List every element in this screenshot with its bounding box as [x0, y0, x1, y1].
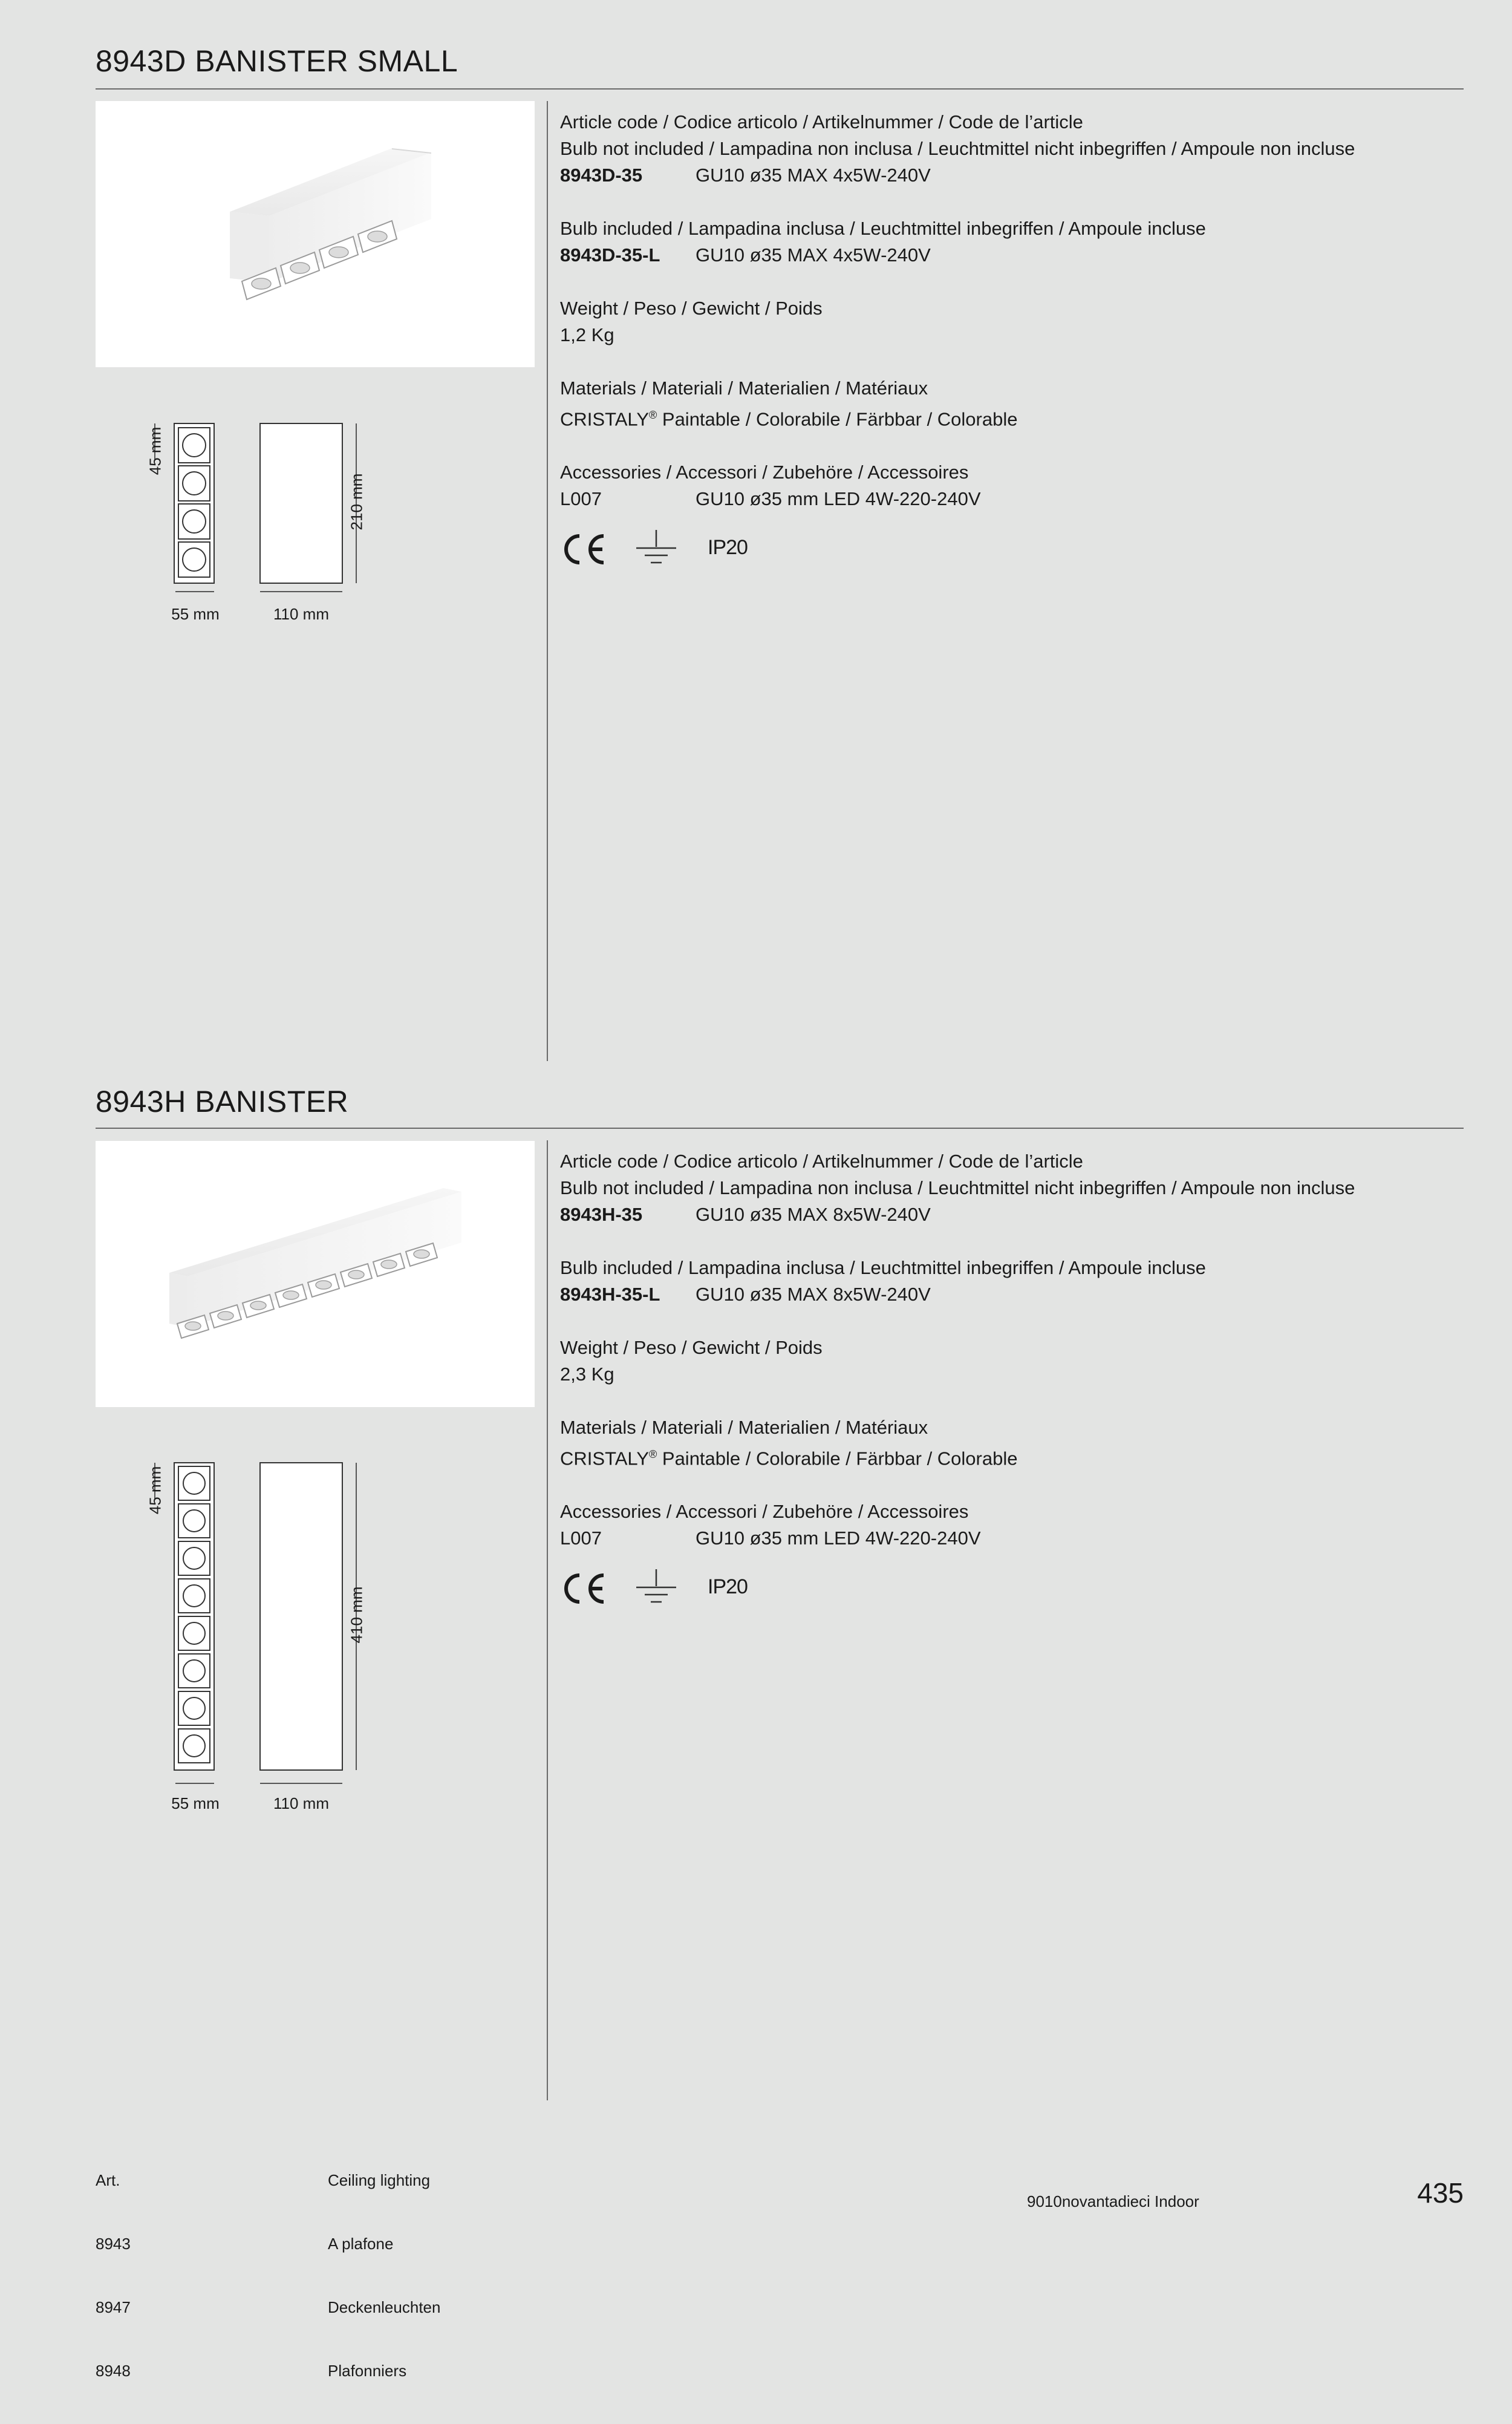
product-title: 8943H BANISTER — [96, 1085, 349, 1119]
article-spec: GU10 ø35 MAX 8x5W-240V — [696, 1284, 931, 1305]
weight-value: 2,3 Kg — [560, 1364, 614, 1385]
material-description: Paintable / Colorabile / Färbbar / Colorable — [662, 408, 1018, 430]
bulb-included-label: Bulb included / Lampadina inclusa / Leuchtmittel inbegriffen / Ampoule incluse — [560, 1257, 1206, 1278]
article-code: 8943H-35-L — [560, 1284, 660, 1305]
ip-rating: IP20 — [708, 1575, 748, 1598]
page-number: 435 — [1417, 2177, 1464, 2209]
materials-heading: Materials / Materiali / Materialien / Matériaux — [560, 1417, 928, 1438]
product-title: 8943D BANISTER SMALL — [96, 44, 458, 78]
accessory-code: L007 — [560, 488, 602, 510]
technical-drawing — [85, 1457, 399, 1820]
technical-drawing — [85, 417, 399, 635]
dim-side-width: 110 mm — [273, 1794, 329, 1812]
article-row-1 — [560, 162, 1464, 189]
footer-art-code: 8943 — [96, 2235, 131, 2253]
article-spec: GU10 ø35 MAX 8x5W-240V — [696, 1204, 931, 1225]
title-rule — [96, 1128, 1464, 1129]
ce-mark-icon — [560, 1572, 608, 1606]
article-row-2 — [560, 1281, 1464, 1308]
ip-rating: IP20 — [708, 536, 748, 559]
dim-length: 410 mm — [347, 1586, 366, 1644]
article-spec: GU10 ø35 MAX 4x5W-240V — [696, 165, 931, 186]
footer-art-code: 8947 — [96, 2298, 131, 2316]
product-photo-illustration — [96, 1141, 535, 1407]
accessory-spec: GU10 ø35 mm LED 4W-220-240V — [696, 488, 981, 510]
article-code: 8943D-35-L — [560, 244, 660, 266]
footer-category: A plafone — [328, 2235, 394, 2253]
certification-row — [560, 529, 802, 571]
class-ii-insulation-icon — [635, 1568, 677, 1610]
dim-front-width: 55 mm — [171, 605, 220, 623]
footer-art-code: 8948 — [96, 2362, 131, 2380]
bulb-not-included-label: Bulb not included / Lampadina non inclusa / Leuchtmittel nicht inbegriffen / Ampoule non incluse — [560, 1177, 1355, 1198]
material-description: Paintable / Colorabile / Färbbar / Colorable — [662, 1448, 1018, 1469]
accessories-heading: Accessories / Accessori / Zubehöre / Accessoires — [560, 462, 969, 483]
materials-heading: Materials / Materiali / Materialien / Matériaux — [560, 377, 928, 399]
footer-art-label: Art. — [96, 2171, 120, 2189]
accessory-spec: GU10 ø35 mm LED 4W-220-240V — [696, 1527, 981, 1549]
dim-depth: 45 mm — [146, 426, 165, 475]
footer-category: Ceiling lighting — [328, 2171, 431, 2189]
certification-row — [560, 1568, 802, 1610]
bulb-included-label: Bulb included / Lampadina inclusa / Leuchtmittel inbegriffen / Ampoule incluse — [560, 218, 1206, 239]
dim-front-width: 55 mm — [171, 1794, 220, 1812]
article-row-2 — [560, 242, 1464, 269]
product-photo — [96, 101, 535, 367]
footer-category: Deckenleuchten — [328, 2298, 441, 2316]
article-code: 8943H-35 — [560, 1204, 643, 1225]
material-brand: CRISTALY — [560, 408, 649, 430]
footer-art-list — [96, 2128, 131, 2424]
footer-category-list — [328, 2128, 440, 2424]
materials-value — [560, 402, 1464, 433]
accessory-row — [560, 1525, 1464, 1552]
accessory-code: L007 — [560, 1527, 602, 1549]
title-rule — [96, 88, 1464, 90]
footer-brand: 9010novantadieci Indoor — [1027, 2192, 1199, 2210]
registered-mark: ® — [649, 1448, 657, 1460]
dim-depth: 45 mm — [146, 1466, 165, 1515]
dim-side-width: 110 mm — [273, 605, 329, 623]
class-ii-insulation-icon — [635, 529, 677, 571]
article-code-heading: Article code / Codice articolo / Artikelnummer / Code de l’article — [560, 111, 1083, 132]
accessory-row — [560, 486, 1464, 512]
column-divider — [547, 101, 548, 1061]
bulb-not-included-label: Bulb not included / Lampadina non inclusa / Leuchtmittel nicht inbegriffen / Ampoule non incluse — [560, 138, 1355, 159]
materials-value — [560, 1441, 1464, 1472]
registered-mark: ® — [649, 409, 657, 421]
product-photo-illustration — [96, 101, 535, 367]
article-code: 8943D-35 — [560, 165, 643, 186]
footer-category: Plafonniers — [328, 2362, 407, 2380]
accessories-heading: Accessories / Accessori / Zubehöre / Accessoires — [560, 1501, 969, 1523]
weight-heading: Weight / Peso / Gewicht / Poids — [560, 1337, 823, 1358]
article-code-heading: Article code / Codice articolo / Artikelnummer / Code de l’article — [560, 1151, 1083, 1172]
weight-heading: Weight / Peso / Gewicht / Poids — [560, 298, 823, 319]
dim-length: 210 mm — [347, 473, 366, 531]
column-divider — [547, 1140, 548, 2100]
article-spec: GU10 ø35 MAX 4x5W-240V — [696, 244, 931, 266]
spec-block — [560, 109, 1464, 512]
product-photo — [96, 1141, 535, 1407]
material-brand: CRISTALY — [560, 1448, 649, 1469]
weight-value: 1,2 Kg — [560, 324, 614, 345]
article-row-1 — [560, 1201, 1464, 1228]
ce-mark-icon — [560, 532, 608, 566]
spec-block — [560, 1148, 1464, 1552]
